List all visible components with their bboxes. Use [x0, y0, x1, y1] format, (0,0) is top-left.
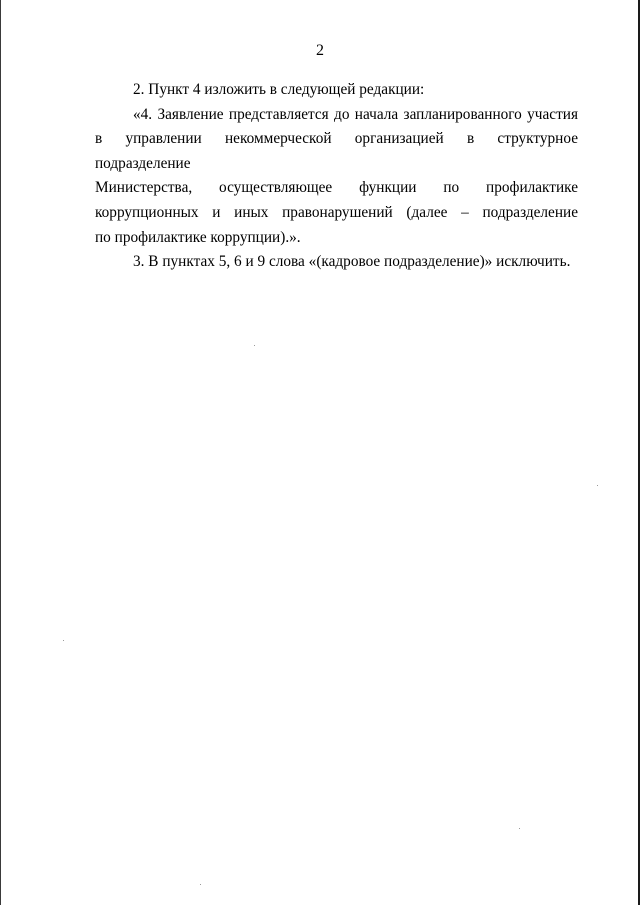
amendment-line-2: в управлении некоммерческой организацией в структурное подразделение [95, 130, 578, 172]
scan-speck [254, 345, 255, 346]
paragraph-item-2: 2. Пункт 4 изложить в следующей редакции: [133, 81, 425, 98]
quoted-amendment-paragraph [95, 103, 578, 251]
paragraph-item-3: 3. В пунктах 5, 6 и 9 слова «(кадровое подразделение)» исключить. [133, 253, 571, 271]
amendment-line-4: коррупционных и иных правонарушений (далее – подразделение [95, 203, 578, 221]
scan-speck [597, 485, 598, 486]
scan-speck [200, 884, 201, 885]
scan-speck [519, 828, 520, 829]
document-body [95, 78, 578, 275]
scan-speck [63, 640, 64, 641]
amendment-line-3: Министерства, осуществляющее функции по профилактике [95, 179, 578, 197]
page-number: 2 [316, 42, 324, 59]
scan-edge-left [0, 0, 1, 905]
amendment-line-5: по профилактике коррупции).». [95, 228, 301, 246]
amendment-line-1: «4. Заявление представляется до начала запланированного участия [133, 105, 578, 123]
